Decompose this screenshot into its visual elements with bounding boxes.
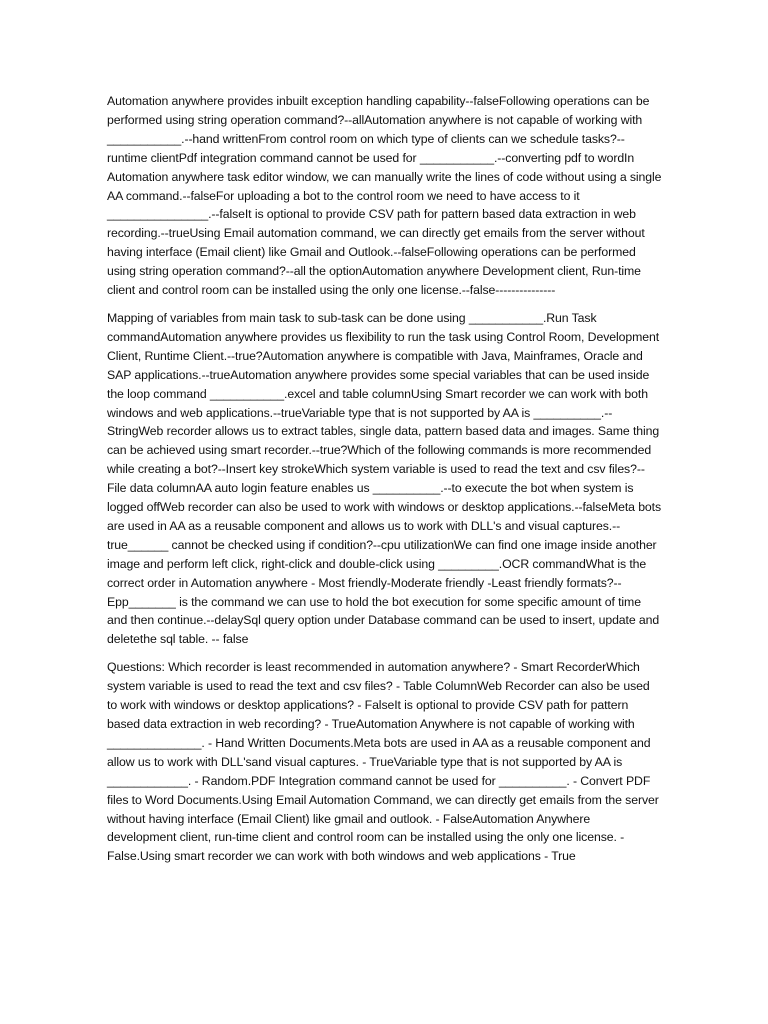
paragraph-questions: Questions: Which recorder is least recommended in automation anywhere? - Smart RecorderWhich system variable is used to read the text and csv files? - Table ColumnWeb Recorder can also be used to work with windows or desktop applications? - FalseIt is optional to provide CSV path for pattern based data extraction in web recording? - TrueAutomation Anywhere is not capable of working with ______________. - Hand Written Documents.Meta bots are used in AA as a reusable component and allow us to work with DLL'sand visual captures. - TrueVariable type that is not supported by AA is ____________. - Random.PDF Integration command cannot be used for __________. - Convert PDF files to Word Documents.Using Email Automation Command, we can directly get emails from the server without having interface (Email Client) like gmail and outlook. - FalseAutomation Anywhere development client, run-time client and control room can be installed using the only one license. - False.Using smart recorder we can work with both windows and web applications - True (107, 660, 659, 864)
paragraph-mapping: Mapping of variables from main task to sub-task can be done using ___________.Run Task commandAutomation anywhere provides us flexibility to run the task using Control Room, Development Client, Runtime Client.--true?Automation anywhere is compatible with Java, Mainframes, Oracle and SAP applications.--trueAutomation anywhere provides some special variables that can be used inside the loop command ___________.excel and table columnUsing Smart recorder we can work with both windows and web applications.--trueVariable type that is not supported by AA is __________.--StringWeb recorder allows us to extract tables, single data, pattern based data and images. Same thing can be achieved using smart recorder.--true?Which of the following commands is more recommended while creating a bot?--Insert key strokeWhich system variable is used to read the text and csv files?--File data columnAA auto login feature enables us __________.--to execute the bot when system is logged offWeb recorder can also be used to work with windows or desktop applications.--falseMeta bots are used in AA as a reusable component and allows us to work with DLL's and visual captures.--true______ cannot be checked using if condition?--cpu utilizationWe can find one image inside another image and perform left click, right-click and double-click using _________.OCR commandWhat is the correct order in Automation anywhere - Most friendly-Moderate friendly -Least friendly formats?--Epp_______ is the command we can use to hold the bot execution for some specific amount of time and then continue.--delaySql query option under Database command can be used to insert, update and deletethe sql table. -- false (107, 310, 662, 647)
document-body (107, 92, 662, 875)
paragraph-intro: Automation anywhere provides inbuilt exception handling capability--falseFollowing operations can be performed using string operation command?--allAutomation anywhere is not capable of working with ___________.--hand writtenFrom control room on which type of clients can we schedule tasks?--runtime clientPdf integration command cannot be used for ___________.--converting pdf to wordIn Automation anywhere task editor window, we can manually write the lines of code without using a single AA command.--falseFor uploading a bot to the control room we need to have access to it _______________.--falseIt is optional to provide CSV path for pattern based data extraction in web recording.--trueUsing Email automation command, we can directly get emails from the server without having interface (Email client) like Gmail and Outlook.--falseFollowing operations can be performed using string operation command?--all the optionAutomation anywhere Development client, Run-time client and control room can be installed using the only one license.--false--------------- (107, 94, 662, 298)
